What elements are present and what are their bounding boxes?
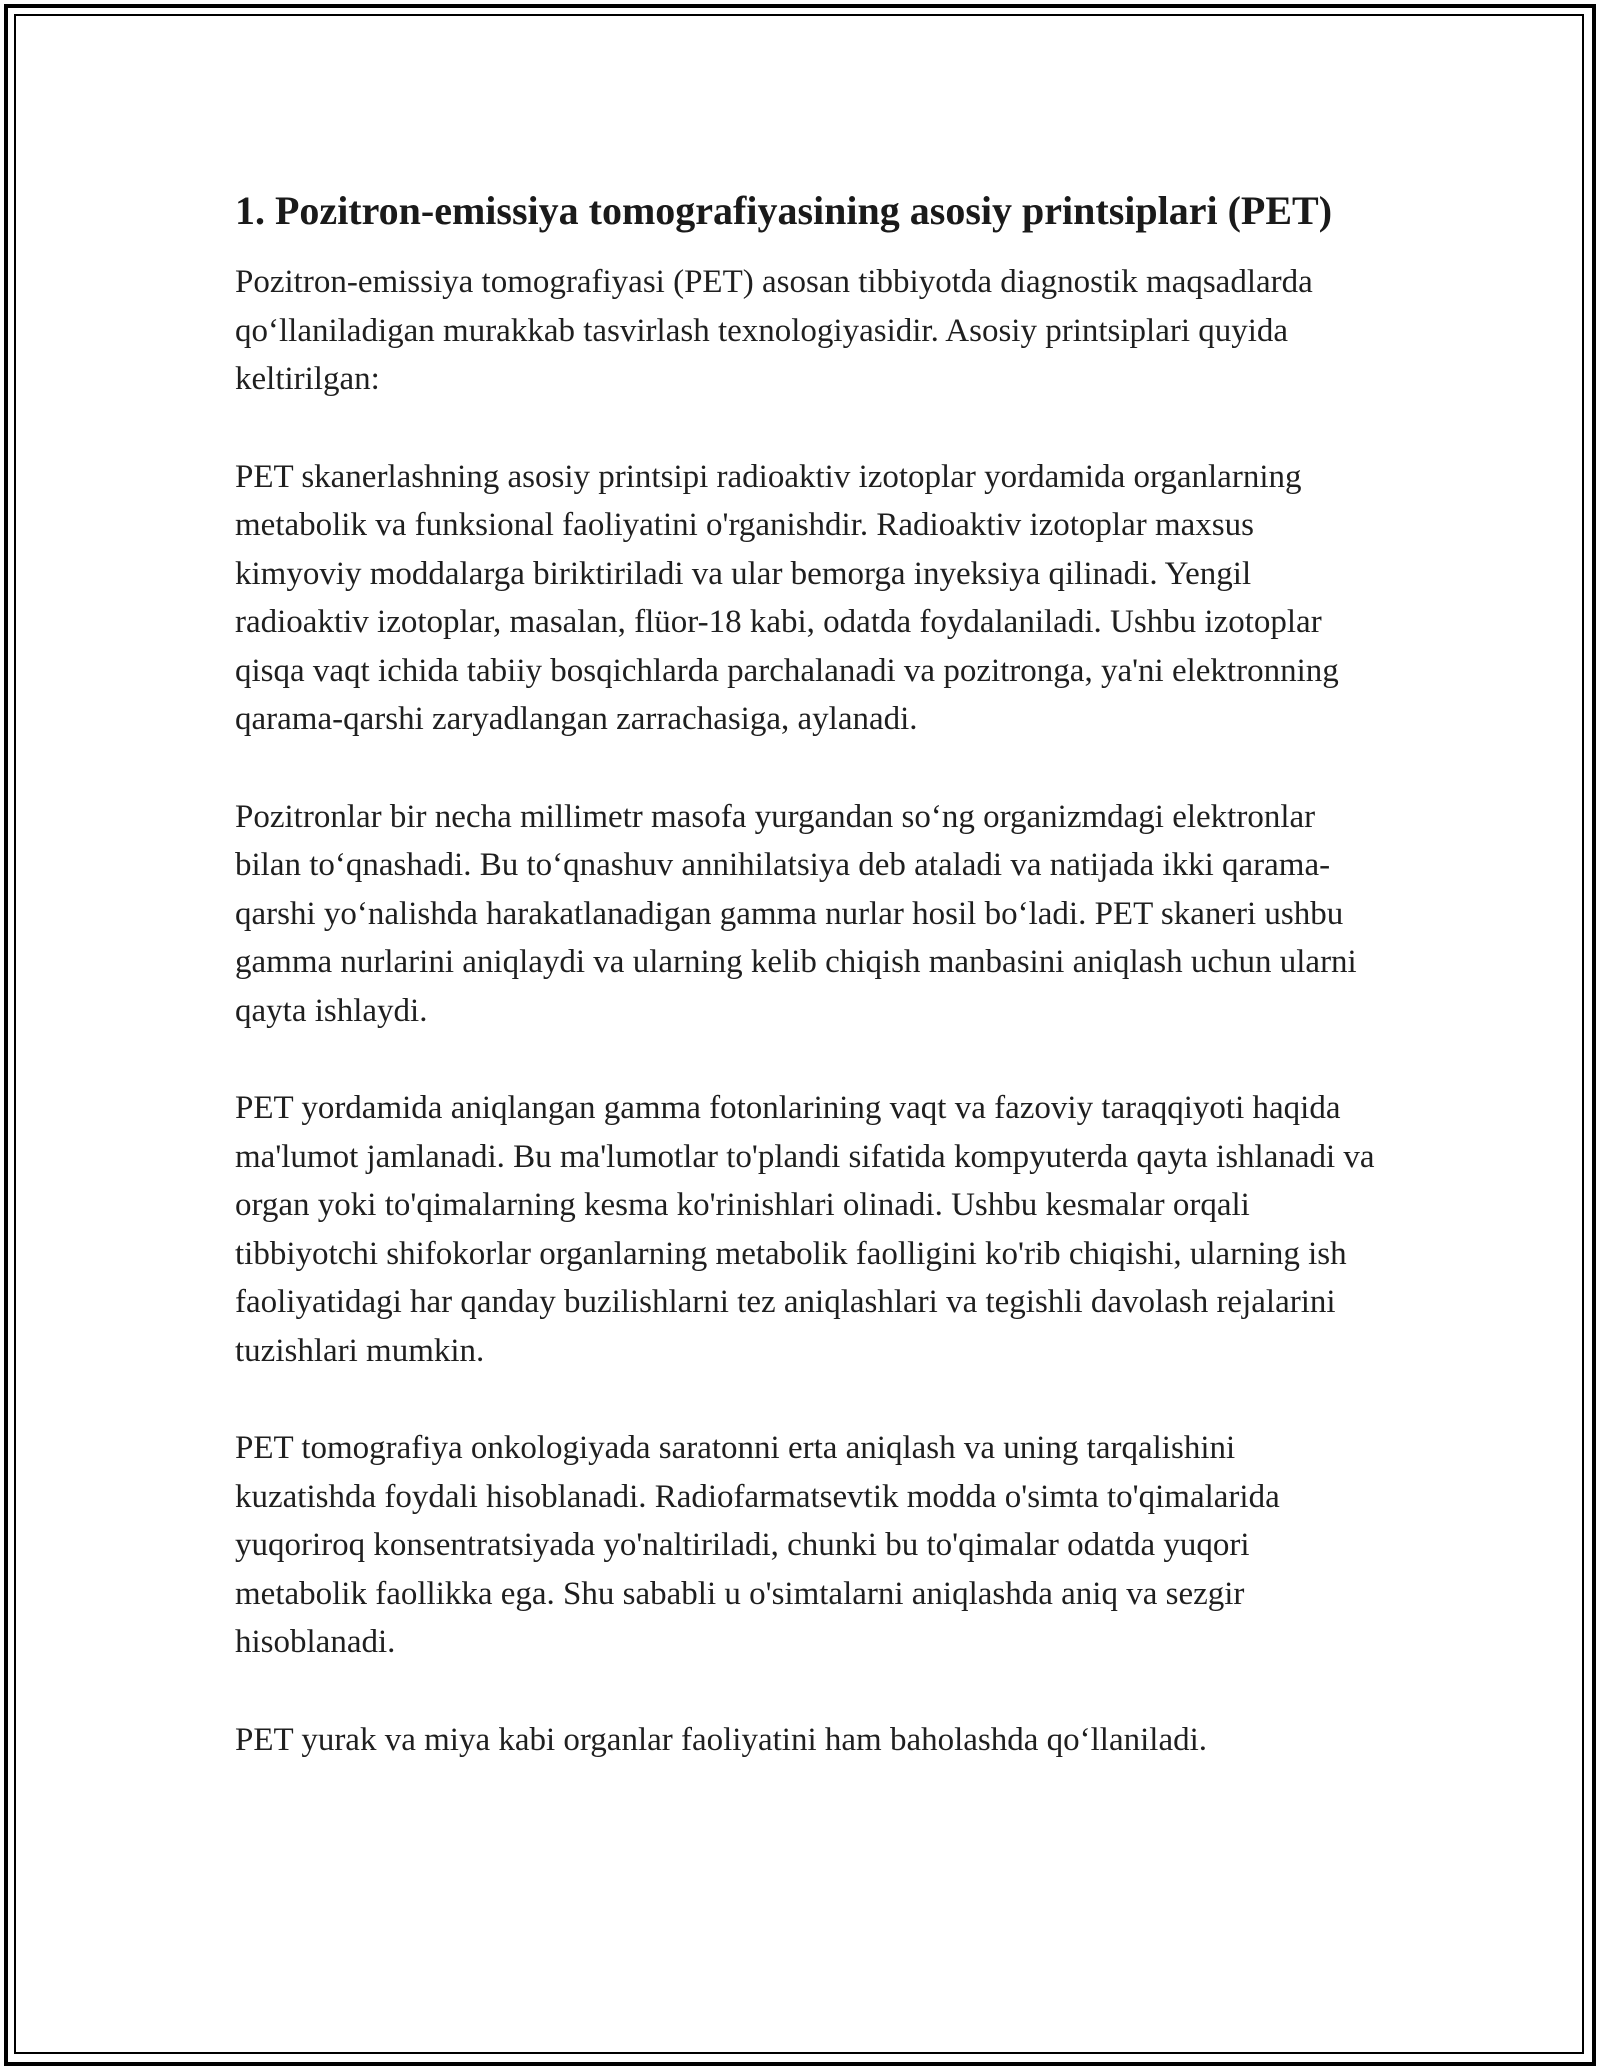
paragraph-intro: Pozitron-emissiya tomografiyasi (PET) asosan tibbiyotda diagnostik maqsadlarda qo‘llaniladigan murakkab tasvirlash texnologiyasidir. Asosiy printsiplari quyida keltirilgan: [235, 264, 1313, 397]
paragraph-image-reconstruction: PET yordamida aniqlangan gamma fotonlarining vaqt va fazoviy taraqqiyoti haqida ma'lumot jamlanadi. Bu ma'lumotlar to'plandi sifatida kompyuterda qayta ishlanadi va organ yoki to'qimalarning kesma ko'rinishlari olinadi. Ushbu kesmalar orqali tibbiyotchi shifokorlar organlarning metabolik faolligini ko'rib chiqishi, ularning ish faoliyatidagi har qanday buzilishlarni tez aniqlashlari va tegishli davolash rejalarini tuzishlari mumkin. [235, 1090, 1375, 1369]
paragraph-annihilation: Pozitronlar bir necha millimetr masofa yurgandan so‘ng organizmdagi elektronlar bilan to‘qnashadi. Bu to‘qnashuv annihilatsiya deb ataladi va natijada ikki qarama-qarshi yo‘nalishda harakatlanadigan gamma nurlar hosil bo‘ladi. PET skaneri ushbu gamma nurlarini aniqlaydi va ularning kelib chiqish manbasini aniqlash uchun ularni qayta ishlaydi. [235, 798, 1357, 1029]
document-body [235, 186, 1375, 1764]
paragraph-heart-brain: PET yurak va miya kabi organlar faoliyatini ham baholashda qo‘llaniladi. [235, 1721, 1208, 1758]
paragraph-scanning-principle: PET skanerlashning asosiy printsipi radioaktiv izotoplar yordamida organlarning metabolik va funksional faoliyatini o'rganishdir. Radioaktiv izotoplar maxsus kimyoviy moddalarga biriktiriladi va ular bemorga inyeksiya qilinadi. Yengil radioaktiv izotoplar, masalan, flüor-18 kabi, odatda foydalaniladi. Ushbu izotoplar qisqa vaqt ichida tabiiy bosqichlarda parchalanadi va pozitronga, ya'ni elektronning qarama-qarshi zaryadlangan zarrachasiga, aylanadi. [235, 458, 1339, 737]
paragraph-oncology: PET tomografiya onkologiyada saratonni erta aniqlash va uning tarqalishini kuzatishda foydali hisoblanadi. Radiofarmatsevtik modda o'simta to'qimalarida yuqoriroq konsentratsiyada yo'naltiriladi, chunki bu to'qimalar odatda yuqori metabolik faollikka ega. Shu sababli u o'simtalarni aniqlashda aniq va sezgir hisoblanadi. [235, 1430, 1280, 1660]
section-title: 1. Pozitron-emissiya tomografiyasining asosiy printsiplari (PET) [235, 188, 1333, 233]
